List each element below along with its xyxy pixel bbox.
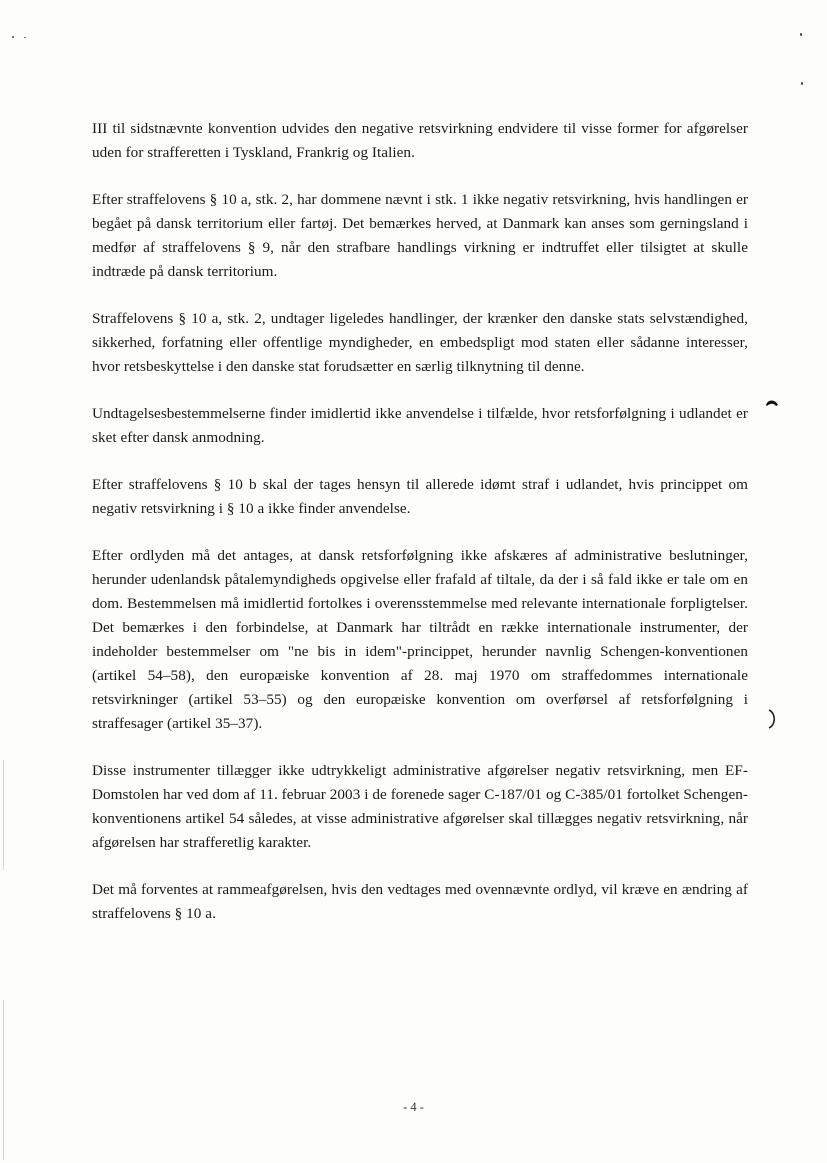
paragraph: Efter straffelovens § 10 b skal der tages hensyn til allerede idømt straf i udlandet, hvis princippet om negativ retsvirkning i § 10 a ikke finder anvendelse. <box>92 476 748 517</box>
paragraph: Undtagelsesbestemmelserne finder imidlertid ikke anvendelse i tilfælde, hvor retsforfølgning i udlandet er sket efter dansk anmodning. <box>92 405 748 446</box>
scan-speck <box>800 33 802 36</box>
scan-speck <box>801 82 803 85</box>
scan-speck <box>12 36 14 38</box>
punch-hole-mark <box>765 396 779 418</box>
paragraph: Disse instrumenter tillægger ikke udtrykkeligt administrative afgørelser negativ retsvirkning, men EF-Domstolen har ved dom af 11. februar 2003 i de forenede sager C-187/01 og C-385/01 fortolket Schengen-konventionens artikel 54 således, at visse administrative afgørelser skal tillægges negativ retsvirkning, når afgørelsen har strafferetlig karakter. <box>92 762 748 851</box>
paragraph: Straffelovens § 10 a, stk. 2, undtager ligeledes handlinger, der krænker den danske stats selvstændighed, sikkerhed, forfatning eller offentlige myndigheder, en embedspligt mod staten eller sådanne interesser, hvor retsbeskyttelse i den danske stat forudsætter en særlig tilknytning til denne. <box>92 310 748 375</box>
paragraph: Efter straffelovens § 10 a, stk. 2, har dommene nævnt i stk. 1 ikke negativ retsvirkning, hvis handlingen er begået på dansk territorium eller fartøj. Det bemærkes herved, at Danmark kan anses som gerningsland i medfør af straffelovens § 9, når den strafbare handlings virkning er indtruffet eller tilsigtet at skulle indtræde på dansk territorium. <box>92 191 748 280</box>
paragraph: Efter ordlyden må det antages, at dansk retsforfølgning ikke afskæres af administrative beslutninger, herunder udenlandsk påtalemyndigheds opgivelse eller frafald af tiltale, da der i så fald ikke er tale om en dom. Bestemmelsen må imidlertid fortolkes i overensstemmelse med relevante internationale forpligtelser. Det bemærkes i den forbindelse, at Danmark har tiltrådt en række internationale instrumenter, der indeholder bestemmelser om "ne bis in idem"-princippet, herunder navnlig Schengen-konventionen (artikel 54–58), den europæiske konvention af 28. maj 1970 om straffedommes internationale retsvirkninger (artikel 53–55) og den europæiske konvention om overførsel af retsforfølgning i straffesager (artikel 35–37). <box>92 547 748 732</box>
scan-margin-line <box>3 1000 4 1160</box>
document-body <box>92 117 748 949</box>
punch-hole-mark <box>765 708 779 730</box>
paragraph: Det må forventes at rammeafgørelsen, hvis den vedtages med ovennævnte ordlyd, vil kræve en ændring af straffelovens § 10 a. <box>92 881 748 922</box>
paragraph: III til sidstnævnte konvention udvides den negative retsvirkning endvidere til visse former for afgørelser uden for strafferetten i Tyskland, Frankrig og Italien. <box>92 120 748 161</box>
scan-margin-line <box>3 760 4 870</box>
page-number: - 4 - <box>403 1100 424 1114</box>
scan-speck <box>24 37 26 38</box>
